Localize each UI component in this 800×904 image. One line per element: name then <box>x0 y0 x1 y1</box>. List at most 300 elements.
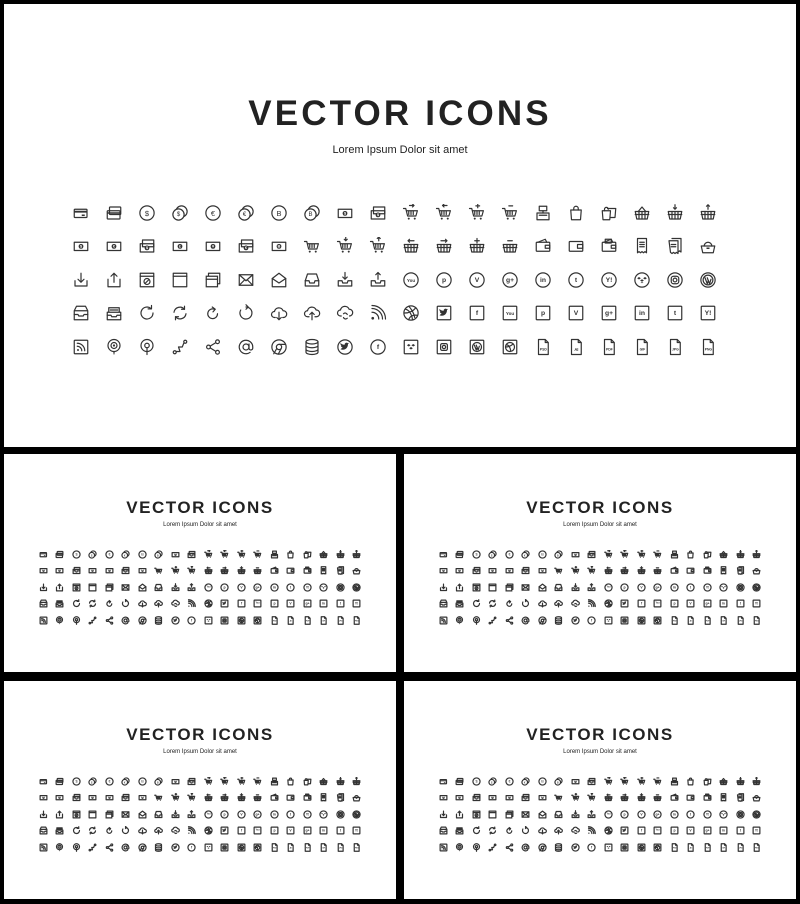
chrome-icon <box>534 612 551 629</box>
icon-row <box>35 806 365 823</box>
cart-upload-icon <box>184 563 201 580</box>
dollar-coins-icon <box>85 546 102 563</box>
svg-text:€: € <box>459 569 461 572</box>
cart-add-right-icon <box>200 773 217 790</box>
png-file-icon <box>749 839 766 856</box>
svg-text:Y!: Y! <box>755 601 759 606</box>
dollar-coin-icon <box>68 546 85 563</box>
jpg-file-icon <box>332 612 349 629</box>
svg-text:You: You <box>655 829 660 832</box>
cart-minus-icon <box>650 773 667 790</box>
sync-icon <box>85 596 102 613</box>
vimeo-square-icon <box>283 596 300 613</box>
cart-minus-icon <box>250 773 267 790</box>
redo-icon <box>501 596 518 613</box>
icon-row <box>35 563 365 580</box>
inbox-download-icon <box>167 806 184 823</box>
dribbble-square-icon <box>650 839 667 856</box>
svg-text:f: f <box>240 601 242 606</box>
database-icon <box>551 612 568 629</box>
slide-thumbnail[interactable] <box>4 454 396 672</box>
svg-text:PDF: PDF <box>305 847 310 850</box>
cart-add-right-icon <box>600 773 617 790</box>
google-plus-square-icon <box>299 596 316 613</box>
dropbox-circle-icon <box>316 579 333 596</box>
svg-text:€: € <box>210 208 215 218</box>
chrome-icon <box>534 839 551 856</box>
gif-file-icon <box>316 612 333 629</box>
credit-cards-icon <box>452 773 469 790</box>
facebook-square-icon <box>633 823 650 840</box>
svg-text:JPG: JPG <box>738 620 743 623</box>
dollar-coin-icon <box>468 546 485 563</box>
svg-text:€: € <box>124 780 126 785</box>
svg-text:PDF: PDF <box>705 620 710 623</box>
basket-right-icon <box>427 230 460 264</box>
banknote-euro-icon <box>97 230 130 264</box>
handbag-icon <box>691 230 724 264</box>
mail-icon <box>118 806 135 823</box>
banknotes-dollar-icon <box>130 230 163 264</box>
svg-text:PNG: PNG <box>355 620 359 623</box>
refresh-icon <box>468 823 485 840</box>
banknotes-euro-icon <box>229 230 262 264</box>
svg-text:V: V <box>289 601 292 606</box>
share-icon <box>52 806 69 823</box>
wallet-icon <box>666 563 683 580</box>
yahoo-circle-icon <box>299 806 316 823</box>
tumblr-circle-icon <box>559 263 592 297</box>
google-plus-square-icon <box>592 297 625 331</box>
svg-text:B: B <box>556 553 560 558</box>
svg-text:€: € <box>125 797 127 800</box>
archive-icon <box>435 823 452 840</box>
instagram-circle-icon <box>332 579 349 596</box>
svg-text:p: p <box>223 812 226 817</box>
inbox-upload-icon <box>184 806 201 823</box>
twitter-square-icon <box>617 596 634 613</box>
receipt-icon <box>716 790 733 807</box>
share-nodes-icon <box>501 839 518 856</box>
svg-text:in: in <box>672 585 676 590</box>
banknotes-icon <box>361 196 394 230</box>
svg-text:in: in <box>272 585 276 590</box>
svg-text:JPG: JPG <box>338 620 343 623</box>
icon-row <box>35 579 365 596</box>
share-nodes-icon <box>196 330 229 364</box>
svg-text:in: in <box>722 828 726 833</box>
cart-icon <box>551 563 568 580</box>
svg-text:$: $ <box>174 780 176 783</box>
cash-register-icon <box>266 546 283 563</box>
chrome-icon <box>134 612 151 629</box>
basket-download-icon <box>732 773 749 790</box>
svg-text:You: You <box>255 829 260 832</box>
rss-icon <box>184 823 201 840</box>
pinterest-square-icon <box>666 823 683 840</box>
twitter-square-icon <box>217 823 234 840</box>
youtube-square-icon <box>650 823 667 840</box>
refresh-icon <box>468 596 485 613</box>
basket-plus-icon <box>233 790 250 807</box>
cash-register-icon <box>526 196 559 230</box>
sync-icon <box>163 297 196 331</box>
slide-title: VECTOR ICONS <box>126 725 274 744</box>
banknote-bitcoin-icon <box>534 563 551 580</box>
icon-row <box>435 823 765 840</box>
euro-coins-icon <box>518 546 535 563</box>
youtube-circle-icon <box>394 263 427 297</box>
dribbble-square-icon <box>250 612 267 629</box>
linkedin-circle-icon <box>266 579 283 596</box>
svg-text:t: t <box>739 601 741 606</box>
svg-text:€: € <box>525 570 527 573</box>
yahoo-circle-icon <box>699 806 716 823</box>
share-icon <box>97 263 130 297</box>
bitcoin-coin-icon <box>534 773 551 790</box>
rss-icon <box>184 596 201 613</box>
svg-text:$: $ <box>343 211 346 216</box>
banknote-yen-icon <box>101 790 118 807</box>
ai-file-icon <box>559 330 592 364</box>
instagram-square-icon <box>217 612 234 629</box>
wallet-closed-icon <box>559 230 592 264</box>
png-file-icon <box>691 330 724 364</box>
credit-card-icon <box>35 546 52 563</box>
slide-thumbnail[interactable] <box>4 681 396 899</box>
cart-download-icon <box>567 790 584 807</box>
svg-text:g+: g+ <box>255 812 260 817</box>
basket-upload-icon <box>749 773 766 790</box>
svg-text:You: You <box>206 813 211 816</box>
bitcoin-coins-icon <box>551 773 568 790</box>
svg-text:You: You <box>606 813 611 816</box>
ai-file-icon <box>283 612 300 629</box>
svg-text:$: $ <box>491 780 493 785</box>
youtube-square-icon <box>493 297 526 331</box>
basket-icon <box>716 773 733 790</box>
svg-text:$: $ <box>491 553 493 558</box>
svg-text:in: in <box>672 812 676 817</box>
svg-text:$: $ <box>191 554 193 557</box>
psd-file-icon <box>666 839 683 856</box>
share-icon <box>452 579 469 596</box>
slide-main[interactable] <box>4 4 796 447</box>
svg-text:f: f <box>591 845 593 850</box>
wallet-cards-icon <box>592 230 625 264</box>
youtube-circle-icon <box>200 579 217 596</box>
rotate-icon <box>518 596 535 613</box>
svg-text:PSD: PSD <box>272 620 277 623</box>
google-plus-circle-icon <box>250 579 267 596</box>
wallet-icon <box>526 230 559 264</box>
banknote-pound-icon <box>163 230 196 264</box>
wallet-icon <box>266 790 283 807</box>
database-icon <box>551 839 568 856</box>
yahoo-square-icon <box>749 823 766 840</box>
cart-minus-icon <box>650 546 667 563</box>
shopping-bags-icon <box>592 196 625 230</box>
svg-text:V: V <box>640 585 643 590</box>
dropbox-circle-icon <box>625 263 658 297</box>
icon-row <box>35 839 365 856</box>
icon-row <box>35 773 365 790</box>
twitter-square-icon <box>427 297 460 331</box>
svg-text:g+: g+ <box>305 828 310 833</box>
bitcoin-coin-icon <box>534 546 551 563</box>
dribbble-circle-icon <box>394 297 427 331</box>
tumblr-circle-icon <box>283 579 300 596</box>
linkedin-square-icon <box>625 297 658 331</box>
vimeo-circle-icon <box>233 806 250 823</box>
banknote-icon <box>567 546 584 563</box>
cart-upload-icon <box>584 563 601 580</box>
cloud-download-icon <box>134 596 151 613</box>
cloud-sync-icon <box>167 823 184 840</box>
ai-file-icon <box>283 839 300 856</box>
linkedin-square-icon <box>316 596 333 613</box>
slide-title: VECTOR ICONS <box>526 498 674 517</box>
svg-text:GIF: GIF <box>722 847 726 850</box>
svg-text:V: V <box>240 812 243 817</box>
slide-title: VECTOR ICONS <box>526 725 674 744</box>
svg-text:$: $ <box>42 796 44 799</box>
svg-text:$: $ <box>145 246 148 251</box>
dropbox-square-icon <box>394 330 427 364</box>
banknotes-euro-icon <box>518 790 535 807</box>
twitter-circle-icon <box>567 839 584 856</box>
icon-row <box>64 196 724 230</box>
at-sign-icon <box>118 612 135 629</box>
svg-text:PSD: PSD <box>539 347 547 351</box>
sync-icon <box>85 823 102 840</box>
linkedin-square-icon <box>716 596 733 613</box>
cloud-download-icon <box>262 297 295 331</box>
svg-text:p: p <box>273 828 276 833</box>
euro-coins-icon <box>118 773 135 790</box>
svg-text:PDF: PDF <box>305 620 310 623</box>
basket-left-icon <box>200 790 217 807</box>
slide-thumbnail[interactable] <box>404 454 796 672</box>
svg-text:V: V <box>640 812 643 817</box>
mail-open-icon <box>534 579 551 596</box>
svg-text:You: You <box>655 602 660 605</box>
inbox-icon <box>151 806 168 823</box>
icon-row <box>435 773 765 790</box>
cloud-upload-icon <box>551 823 568 840</box>
svg-text:t: t <box>290 812 292 817</box>
rss-square-icon <box>435 612 452 629</box>
icon-row <box>64 330 724 364</box>
svg-text:p: p <box>441 276 446 284</box>
svg-text:p: p <box>540 310 545 318</box>
linkedin-circle-icon <box>666 806 683 823</box>
svg-text:€: € <box>59 569 61 572</box>
pinterest-square-icon <box>666 596 683 613</box>
shopping-bag-icon <box>683 546 700 563</box>
sync-icon <box>485 823 502 840</box>
banknote-dollar-icon <box>35 790 52 807</box>
svg-text:$: $ <box>591 554 593 557</box>
svg-text:You: You <box>505 311 514 317</box>
yahoo-square-icon <box>691 297 724 331</box>
wallet-closed-icon <box>283 563 300 580</box>
svg-text:f: f <box>475 310 478 318</box>
cloud-sync-icon <box>567 823 584 840</box>
basket-download-icon <box>332 773 349 790</box>
svg-text:PNG: PNG <box>704 347 712 351</box>
pdf-file-icon <box>299 839 316 856</box>
google-plus-circle-icon <box>250 806 267 823</box>
cloud-sync-icon <box>567 596 584 613</box>
database-icon <box>151 612 168 629</box>
windows-icon <box>501 579 518 596</box>
basket-plus-icon <box>460 230 493 264</box>
svg-text:in: in <box>638 310 645 318</box>
cart-remove-left-icon <box>617 546 634 563</box>
svg-text:€: € <box>124 553 126 558</box>
svg-text:B: B <box>541 796 543 799</box>
twitter-circle-icon <box>167 839 184 856</box>
svg-text:t: t <box>673 310 676 318</box>
icon-grid <box>435 546 765 629</box>
svg-text:Y!: Y! <box>355 828 359 833</box>
cart-download-icon <box>328 230 361 264</box>
dropbox-square-icon <box>600 612 617 629</box>
chrome-icon <box>262 330 295 364</box>
svg-text:V: V <box>240 585 243 590</box>
cart-upload-icon <box>584 790 601 807</box>
slide-subtitle: Lorem Ipsum Dolor sit amet <box>563 522 637 528</box>
handbag-icon <box>749 790 766 807</box>
pinterest-circle-icon <box>427 263 460 297</box>
svg-text:B: B <box>275 208 282 218</box>
basket-plus-icon <box>633 790 650 807</box>
svg-text:p: p <box>623 585 626 590</box>
twitter-circle-icon <box>328 330 361 364</box>
basket-upload-icon <box>349 546 366 563</box>
pdf-file-icon <box>699 839 716 856</box>
slide-subtitle: Lorem Ipsum Dolor sit amet <box>563 749 637 755</box>
svg-text:B: B <box>556 780 560 785</box>
handbag-icon <box>749 563 766 580</box>
dropbox-square-icon <box>200 839 217 856</box>
share-nodes-icon <box>501 612 518 629</box>
svg-text:f: f <box>640 601 642 606</box>
svg-text:p: p <box>673 828 676 833</box>
cloud-download-icon <box>534 596 551 613</box>
jpg-file-icon <box>658 330 691 364</box>
psd-file-icon <box>266 612 283 629</box>
svg-text:¥: ¥ <box>108 569 110 572</box>
mail-open-icon <box>262 263 295 297</box>
svg-text:Y!: Y! <box>305 812 309 817</box>
route-icon <box>485 839 502 856</box>
google-plus-square-icon <box>299 823 316 840</box>
window-icon <box>85 806 102 823</box>
vimeo-square-icon <box>683 823 700 840</box>
svg-text:PSD: PSD <box>672 847 677 850</box>
inbox-download-icon <box>328 263 361 297</box>
tumblr-circle-icon <box>283 806 300 823</box>
rss-square-icon <box>64 330 97 364</box>
route-icon <box>85 612 102 629</box>
receipt-icon <box>316 790 333 807</box>
wordpress-circle-icon <box>691 263 724 297</box>
basket-minus-icon <box>650 790 667 807</box>
svg-text:AI: AI <box>573 346 578 352</box>
cloud-upload-icon <box>151 596 168 613</box>
euro-coins-icon <box>518 773 535 790</box>
svg-text:€: € <box>59 796 61 799</box>
svg-text:in: in <box>322 601 326 606</box>
svg-text:$: $ <box>475 779 478 784</box>
svg-text:f: f <box>376 343 379 351</box>
vimeo-square-icon <box>559 297 592 331</box>
cash-register-icon <box>266 773 283 790</box>
download-icon <box>35 579 52 596</box>
cart-plus-icon <box>633 546 650 563</box>
wordpress-square-icon <box>233 839 250 856</box>
svg-text:GIF: GIF <box>722 620 726 623</box>
banknote-icon <box>167 546 184 563</box>
dropbox-circle-icon <box>716 806 733 823</box>
svg-text:$: $ <box>144 208 149 218</box>
inbox-upload-icon <box>184 579 201 596</box>
sync-icon <box>485 596 502 613</box>
banknote-bitcoin-icon <box>134 790 151 807</box>
icon-row <box>435 612 765 629</box>
jpg-file-icon <box>332 839 349 856</box>
youtube-square-icon <box>250 823 267 840</box>
inbox-icon <box>295 263 328 297</box>
svg-text:g+: g+ <box>705 828 710 833</box>
windows-icon <box>101 579 118 596</box>
basket-upload-icon <box>749 546 766 563</box>
svg-text:$: $ <box>75 570 77 573</box>
svg-text:in: in <box>722 601 726 606</box>
wallet-icon <box>266 563 283 580</box>
app-window-icon <box>68 806 85 823</box>
svg-text:p: p <box>223 585 226 590</box>
banknote-dollar-icon <box>64 230 97 264</box>
svg-text:$: $ <box>75 797 77 800</box>
svg-text:g+: g+ <box>305 601 310 606</box>
wordpress-circle-icon <box>349 806 366 823</box>
google-plus-square-icon <box>699 596 716 613</box>
tumblr-square-icon <box>658 297 691 331</box>
twitter-circle-icon <box>567 612 584 629</box>
basket-right-icon <box>217 563 234 580</box>
redo-icon <box>101 596 118 613</box>
svg-text:€: € <box>524 780 526 785</box>
pinterest-circle-icon <box>217 579 234 596</box>
banknotes-icon <box>184 546 201 563</box>
mail-icon <box>229 263 262 297</box>
banknotes-euro-icon <box>118 790 135 807</box>
app-window-icon <box>468 806 485 823</box>
window-icon <box>485 806 502 823</box>
wordpress-square-icon <box>633 612 650 629</box>
route-icon <box>85 839 102 856</box>
google-plus-circle-icon <box>650 579 667 596</box>
dribbble-circle-icon <box>600 823 617 840</box>
rss-icon <box>584 596 601 613</box>
banknotes-euro-icon <box>118 563 135 580</box>
svg-text:€: € <box>508 552 511 557</box>
svg-text:V: V <box>689 828 692 833</box>
slide-thumbnail[interactable] <box>404 681 796 899</box>
